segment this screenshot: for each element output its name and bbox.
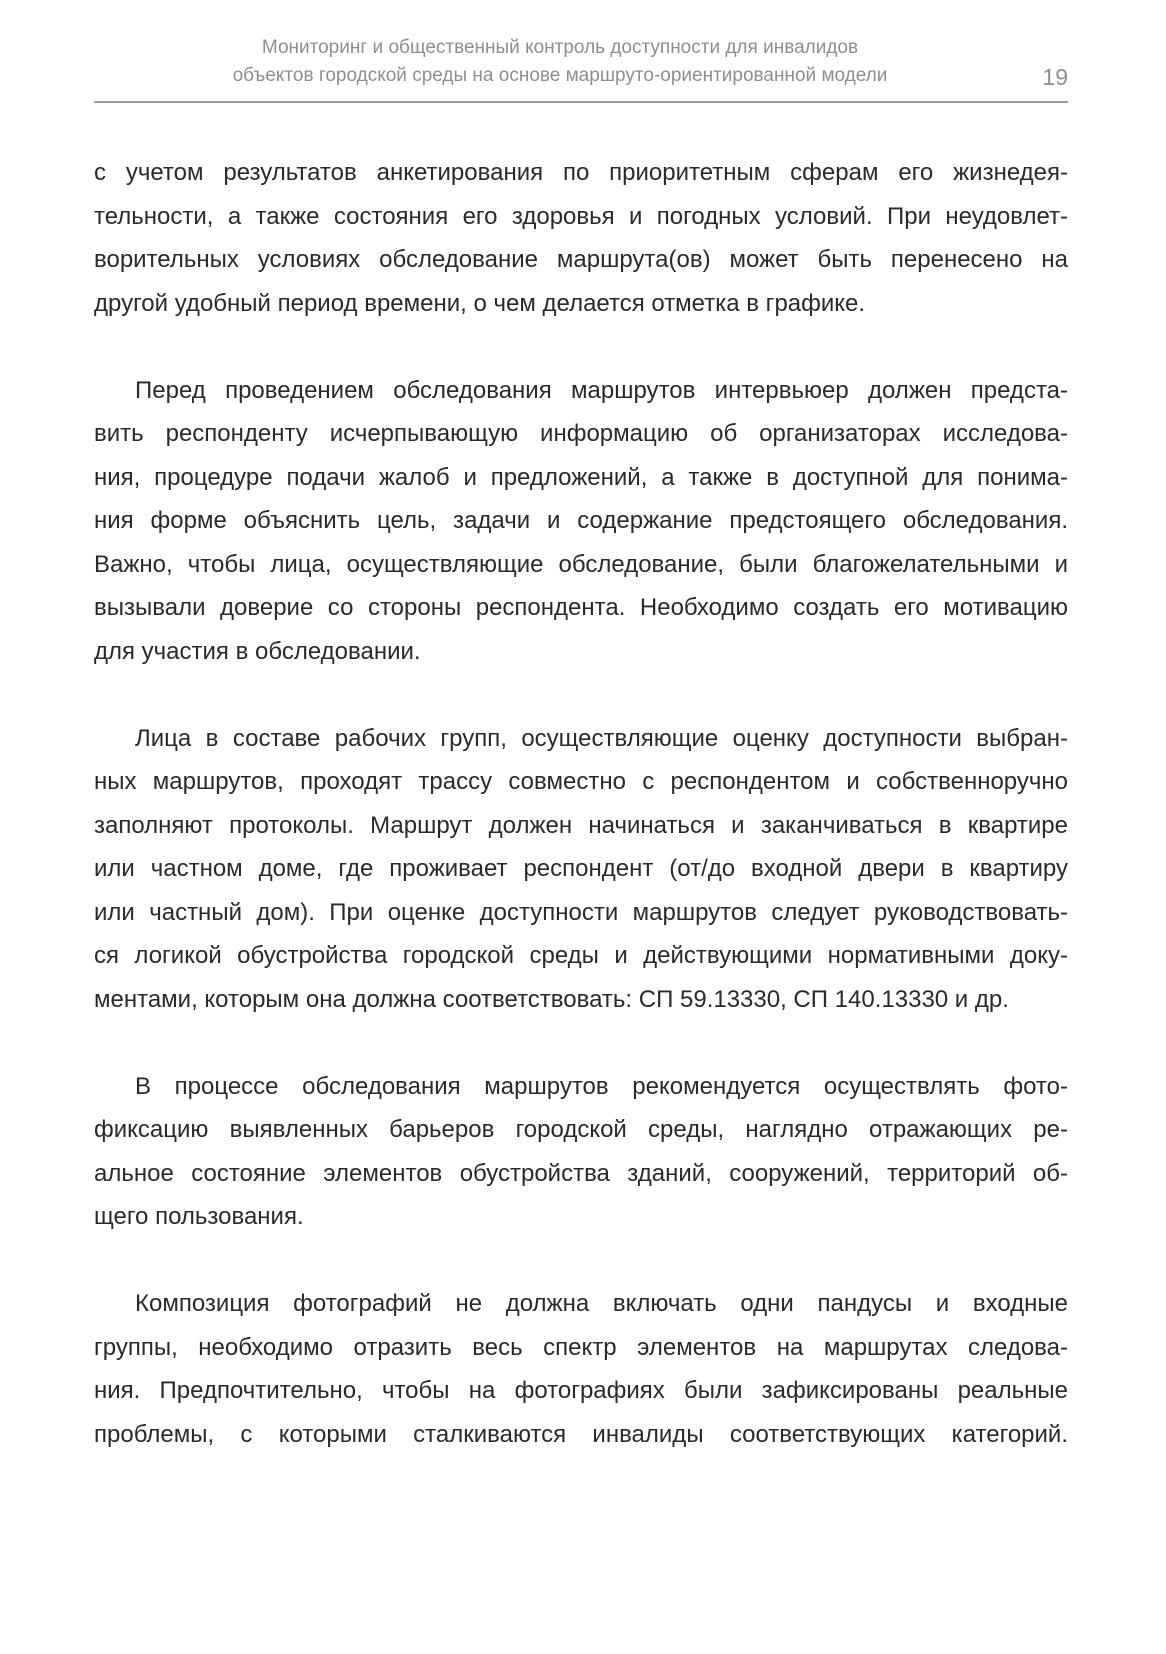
text-line: щего пользования. <box>94 1203 304 1230</box>
text-line: заполняют протоколы. Маршрут должен начинаться и заканчиваться в квартире <box>94 811 1068 839</box>
text-line: ментами, которым она должна соответствовать: СП 59.13330, СП 140.13330 и др. <box>94 985 1009 1013</box>
text-line: проблемы, с которыми сталкиваются инвалиды соответствующих категорий. <box>94 1420 1068 1448</box>
text-line: вить респонденту исчерпывающую информацию об организаторах исследова- <box>94 420 1068 447</box>
paragraph <box>94 1282 1068 1456</box>
paragraph <box>94 369 1068 674</box>
text-line: вызывали доверие со стороны респондента. Необходимо создать его мотивацию <box>94 594 1068 621</box>
text-line: ния, процедуре подачи жалоб и предложений, а также в доступной для понима- <box>94 463 1068 491</box>
text-line: для участия в обследовании. <box>94 637 421 665</box>
text-line: или частном доме, где проживает респондент (от/до входной двери в квартиру <box>94 855 1068 882</box>
running-title-line1: Мониторинг и общественный контроль доступности для инвалидов <box>261 37 859 58</box>
text-line: ных маршрутов, проходят трассу совместно с респондентом и собственноручно <box>94 768 1068 795</box>
running-title-line2: объектов городской среды на основе маршруто-ориентированной модели <box>232 65 888 86</box>
text-line: с учетом результатов анкетирования по приоритетным сферам его жизнедея- <box>94 159 1068 186</box>
text-line: группы, необходимо отразить весь спектр элементов на маршрутах следова- <box>94 1333 1068 1361</box>
page-number: 19 <box>1042 64 1068 90</box>
paragraph <box>94 717 1068 1022</box>
running-header-row <box>94 0 1068 90</box>
text-line: ния. Предпочтительно, чтобы на фотографиях были зафиксированы реальные <box>94 1377 1068 1404</box>
text-line: ся логикой обустройства городской среды и действующими нормативными доку- <box>94 942 1068 969</box>
text-line: ворительных условиях обследование маршрута(ов) может быть перенесено на <box>94 246 1068 273</box>
paragraph <box>94 151 1068 325</box>
text-line: тельности, а также состояния его здоровья и погодных условий. При неудовлет- <box>94 202 1068 230</box>
running-title <box>94 34 1026 90</box>
text-line: альное состояние элементов обустройства зданий, сооружений, территорий об- <box>94 1159 1068 1187</box>
page-header <box>94 0 1068 103</box>
text-line: Перед проведением обследования маршрутов интервьюер должен предста- <box>135 376 1068 404</box>
text-line: или частный дом). При оценке доступности маршрутов следует руководствовать- <box>94 898 1068 926</box>
paragraph <box>94 1065 1068 1239</box>
text-line: фиксацию выявленных барьеров городской среды, наглядно отражающих ре- <box>94 1116 1068 1143</box>
text-line: В процессе обследования маршрутов рекомендуется осуществлять фото- <box>135 1072 1068 1100</box>
text-line: Важно, чтобы лица, осуществляющие обследование, были благожелательными и <box>94 550 1068 578</box>
text-line: Лица в составе рабочих групп, осуществляющие оценку доступности выбран- <box>135 724 1068 752</box>
body-text <box>94 103 1068 1456</box>
text-line: Композиция фотографий не должна включать одни пандусы и входные <box>135 1290 1068 1317</box>
text-line: другой удобный период времени, о чем делается отметка в графике. <box>94 289 866 317</box>
text-line: ния форме объяснить цель, задачи и содержание предстоящего обследования. <box>94 507 1068 534</box>
